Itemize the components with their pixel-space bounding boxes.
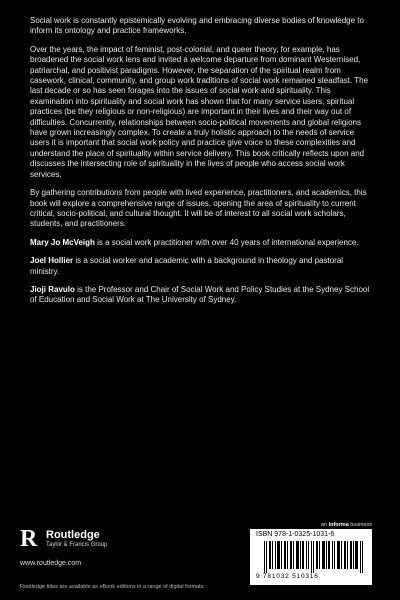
intro-paragraph-1: Social work is constantly epistemically evolving and embracing diverse bodies of knowledge to inform its ontology and practice frameworks. — [30, 16, 364, 36]
informa-business-label — [321, 522, 372, 528]
editor-name: Mary Jo McVeigh — [30, 237, 95, 247]
cover-text — [30, 16, 372, 314]
bio-editor-1 — [30, 238, 372, 248]
routledge-logo-icon: R — [20, 526, 38, 552]
publisher-logo — [20, 528, 107, 550]
publisher-wordmark — [46, 529, 107, 549]
ebook-footnote: Routledge titles are available as eBook editions in a range of digital formats — [20, 584, 204, 590]
editor-name: Joel Hollier — [30, 256, 74, 266]
intro-paragraph-3: By gathering contributions from people with lived experience, practitioners, and academics, this book will explore a comprehensive range of issues, opening the area of spirituality to current critical, socio-political, and cultural thought. It will be of interest to all social work scholars, students, and practitioners. — [30, 188, 367, 229]
editor-bio-text: is the Professor and Chair of Social Work and Policy Studies at the Sydney School of Education and Social Work at The University of Sydney. — [30, 284, 370, 305]
isbn-label: ISBN 978-1-0325-1031-6 — [256, 531, 335, 538]
editor-bio-text: is a social worker and academic with a background in theology and pastoral ministry. — [30, 256, 344, 276]
publisher-name: Routledge — [46, 529, 100, 541]
barcode-icon — [264, 541, 364, 573]
barcode-digits: 9 781032 510316 — [256, 573, 319, 580]
bio-editor-3 — [30, 285, 372, 306]
publisher-website: www.routledge.com — [20, 560, 82, 567]
informa-suffix: business — [348, 522, 372, 528]
publisher-group: Taylor & Francis Group — [46, 542, 108, 548]
bio-editor-2 — [30, 256, 372, 277]
editor-bio-text: is a social work practitioner with over 40 years of international experience. — [94, 237, 359, 247]
informa-prefix: an — [320, 522, 329, 528]
isbn-barcode — [250, 529, 372, 585]
intro-paragraph-2: Over the years, the impact of feminist, post-colonial, and queer theory, for example, has broadened the social work lens and invited a welcome departure from dominant Westernised, patriarchal, and positivist paradigms. However, the separation of the spiritual realm from casework, clinical, community, and group work traditions of social work remained steadfast. The last decade or so has seen forages into the issues of social work and spirituality. This examination into spirituality and social work has shown that for many service users, spiritual practices (be they religious or non-religious) are important in their lives and their way out of difficulties. Concurrently, relationships between socio-political movements and global religions have grown increasingly complex. To create a truly holistic approach to the needs of service users it is important that social work policy and practice give voice to these complexities and understand the place of spirituality within service delivery. This book critically reflects upon and discusses the intersecting role of spirituality in the lives of people who access social work services. — [30, 44, 369, 179]
informa-brand: informa — [328, 522, 349, 528]
editor-name: Jioji Ravulo — [30, 284, 75, 294]
